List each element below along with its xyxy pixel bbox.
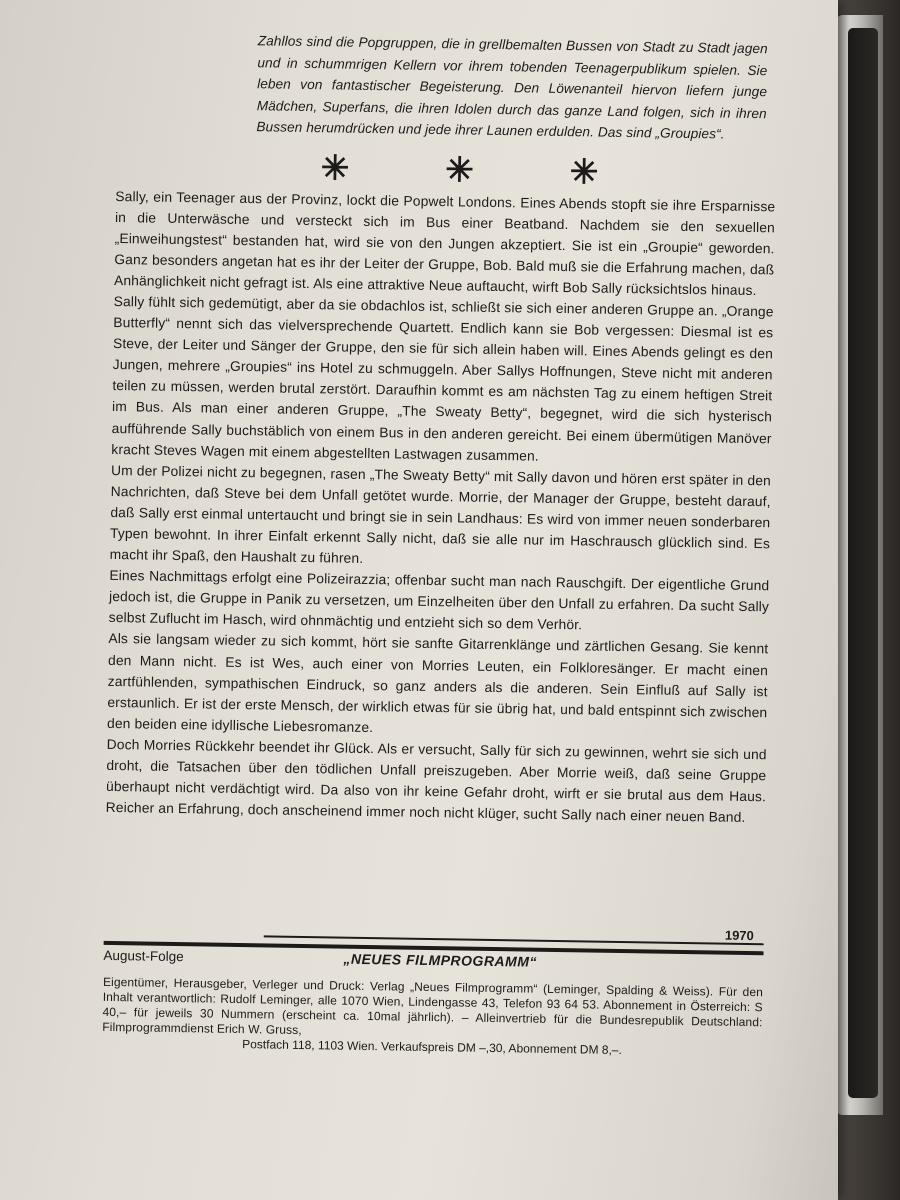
page-footer bbox=[102, 918, 764, 1059]
imprint-text: Eigentümer, Herausgeber, Verleger und Druck: Verlag „Neues Filmprogramm“ (Leminger, Spalding & Weiss). Für den Inhalt verantwortlich: Rudolf Leminger, alle 1070 Wien, Lindengasse 43, Telefon 93 64 53. Abonnement in Österreich: S 40,– für jeweils 30 Nummern (erscheint ca. 10mal jährlich). – Alleinvertrieb für die Bundesrepublik Deutschland: Filmprogrammdienst Erich W. Gruss, bbox=[102, 975, 764, 1038]
asterisk-icon: ✳ bbox=[569, 152, 599, 192]
body-paragraph: Eines Nachmittags erfolgt eine Polizeirazzia; offenbar sucht man nach Rauschgift. Der eigentliche Grund jedoch ist, die Gruppe in Panik zu versetzen, um Einzelheiten über den Unfall zu erfahren. Da sucht Sally selbst Zuflucht im Hasch, wird ohnmächtig und entzieht sich so dem Verhör. bbox=[108, 568, 770, 633]
body-paragraph: Als sie langsam wieder zu sich kommt, hört sie sanfte Gitarrenklänge und zärtlichen Gesang. Sie kennt den Mann nicht. Es ist Wes, auch einer von Morries Leuten, ein Folkloresänger. Er macht einen zartfühlenden, sympathischen Eindruck, so ganz anders als die anderen. Sein Einfluß auf Sally ist erstaunlich. Er ist der erste Mensch, der wirklich etwas für sie übrig hat, und bald entspinnt sich zwischen den beiden eine idyllische Liebesromanze. bbox=[106, 631, 769, 735]
section-separator bbox=[320, 148, 776, 192]
body-paragraph: Um der Polizei nicht zu begegnen, rasen „The Sweaty Betty“ mit Sally davon und hören erst später in den Nachrichten, daß Steve bei dem Unfall getötet wurde. Morrie, der Manager der Gruppe, besteht darauf, daß Sally erst einmal untertaucht und bringt sie in sein Landhaus: Es wird von immer neuen sonderbaren Typen bewohnt. In ihrer Einfalt erkennt Sally nicht, daß sie alle nur im Haschrausch glücklich sind. Es macht ihr Spaß, den Haushalt zu führen. bbox=[109, 462, 772, 567]
synopsis-text bbox=[106, 185, 776, 828]
page-content bbox=[102, 28, 778, 1060]
imprint-address: Postfach 118, 1103 Wien. Verkaufspreis DM –,30, Abonnement DM 8,–. bbox=[242, 1037, 622, 1058]
body-paragraph: Sally fühlt sich gedemütigt, aber da sie obdachlos ist, schließt sie sich einer anderen Gruppe an. „Orange Butterfly“ nennt sich das vielversprechende Quartett. Endlich kann sie Bob vergessen: Diesmal ist es Steve, der Leiter und Sänger der Gruppe, den sie für sich allein haben will. Eines Abends gelingt es den Jungen, mehrere „Groupies“ ins Hotel zu schmuggeln. Aber Sallys Hoffnungen, Steve nicht mit anderen teilen zu müssen, werden brutal zerstört. Daraufhin kommt es am nächsten Tag zu einem heftigen Streit im Bus. Als man einer anderen Gruppe, „The Sweaty Betty“, begegnet, wird die sich hysterisch aufführende Sally buchstäblich von einem Bus in den anderen gereicht. Bei einem übermütigen Manöver kracht Steves Wagen mit einem abgestellten Lastwagen zusammen. bbox=[111, 293, 774, 464]
intro-paragraph: Zahllos sind die Popgruppen, die in grellbemalten Bussen von Stadt zu Stadt jagen und in schummrigen Kellern vor ihrem tobenden Teenagerpublikum spielen. Sie leben von fantastischer Begeisterung. Den Löwenanteil hiervon liefern junge Mädchen, Superfans, die ihren Idolen durch das ganze Land folgen, sich in ihren Bussen herumdrücken und jede ihrer Launen erdulden. Das sind „Groupies“. bbox=[256, 33, 768, 142]
body-paragraph: Sally, ein Teenager aus der Provinz, lockt die Popwelt Londons. Eines Abends stopft sie ihre Ersparnisse in die Unterwäsche und versteckt sich im Bus einer Beatband. Nachdem sie den sexuellen „Einweihungstest“ bestanden hat, wird sie von den Jungen akzeptiert. Sie ist ein „Groupie“ geworden. Ganz besonders angetan hat es ihr der Leiter der Gruppe, Bob. Bald muß sie die Erfahrung machen, daß Anhänglichkeit nicht gefragt ist. Als eine attraktive Neue auftaucht, wirft Bob Sally rücksichtslos hinaus. bbox=[113, 188, 776, 298]
publication-year: 1970 bbox=[724, 927, 754, 944]
asterisk-icon: ✳ bbox=[320, 148, 350, 188]
binder-shadow bbox=[848, 28, 878, 1098]
edition-label: August-Folge bbox=[103, 948, 184, 965]
asterisk-icon: ✳ bbox=[445, 150, 475, 190]
body-paragraph: Doch Morries Rückkehr beendet ihr Glück. Als er versucht, Sally für sich zu gewinnen, wehrt sie sich und droht, die Tatsachen über den tödlichen Unfall preiszugeben. Aber Morrie weiß, daß seine Gruppe überhaupt nicht verdächtigt wird. Da also von ihr keine Gefahr droht, wirft er sie brutal aus dem Haus. Reicher an Erfahrung, doch anscheinend immer noch nicht klüger, sucht Sally nach einer neuen Band. bbox=[105, 736, 767, 826]
magazine-title: „NEUES FILMPROGRAMM“ bbox=[343, 950, 538, 971]
